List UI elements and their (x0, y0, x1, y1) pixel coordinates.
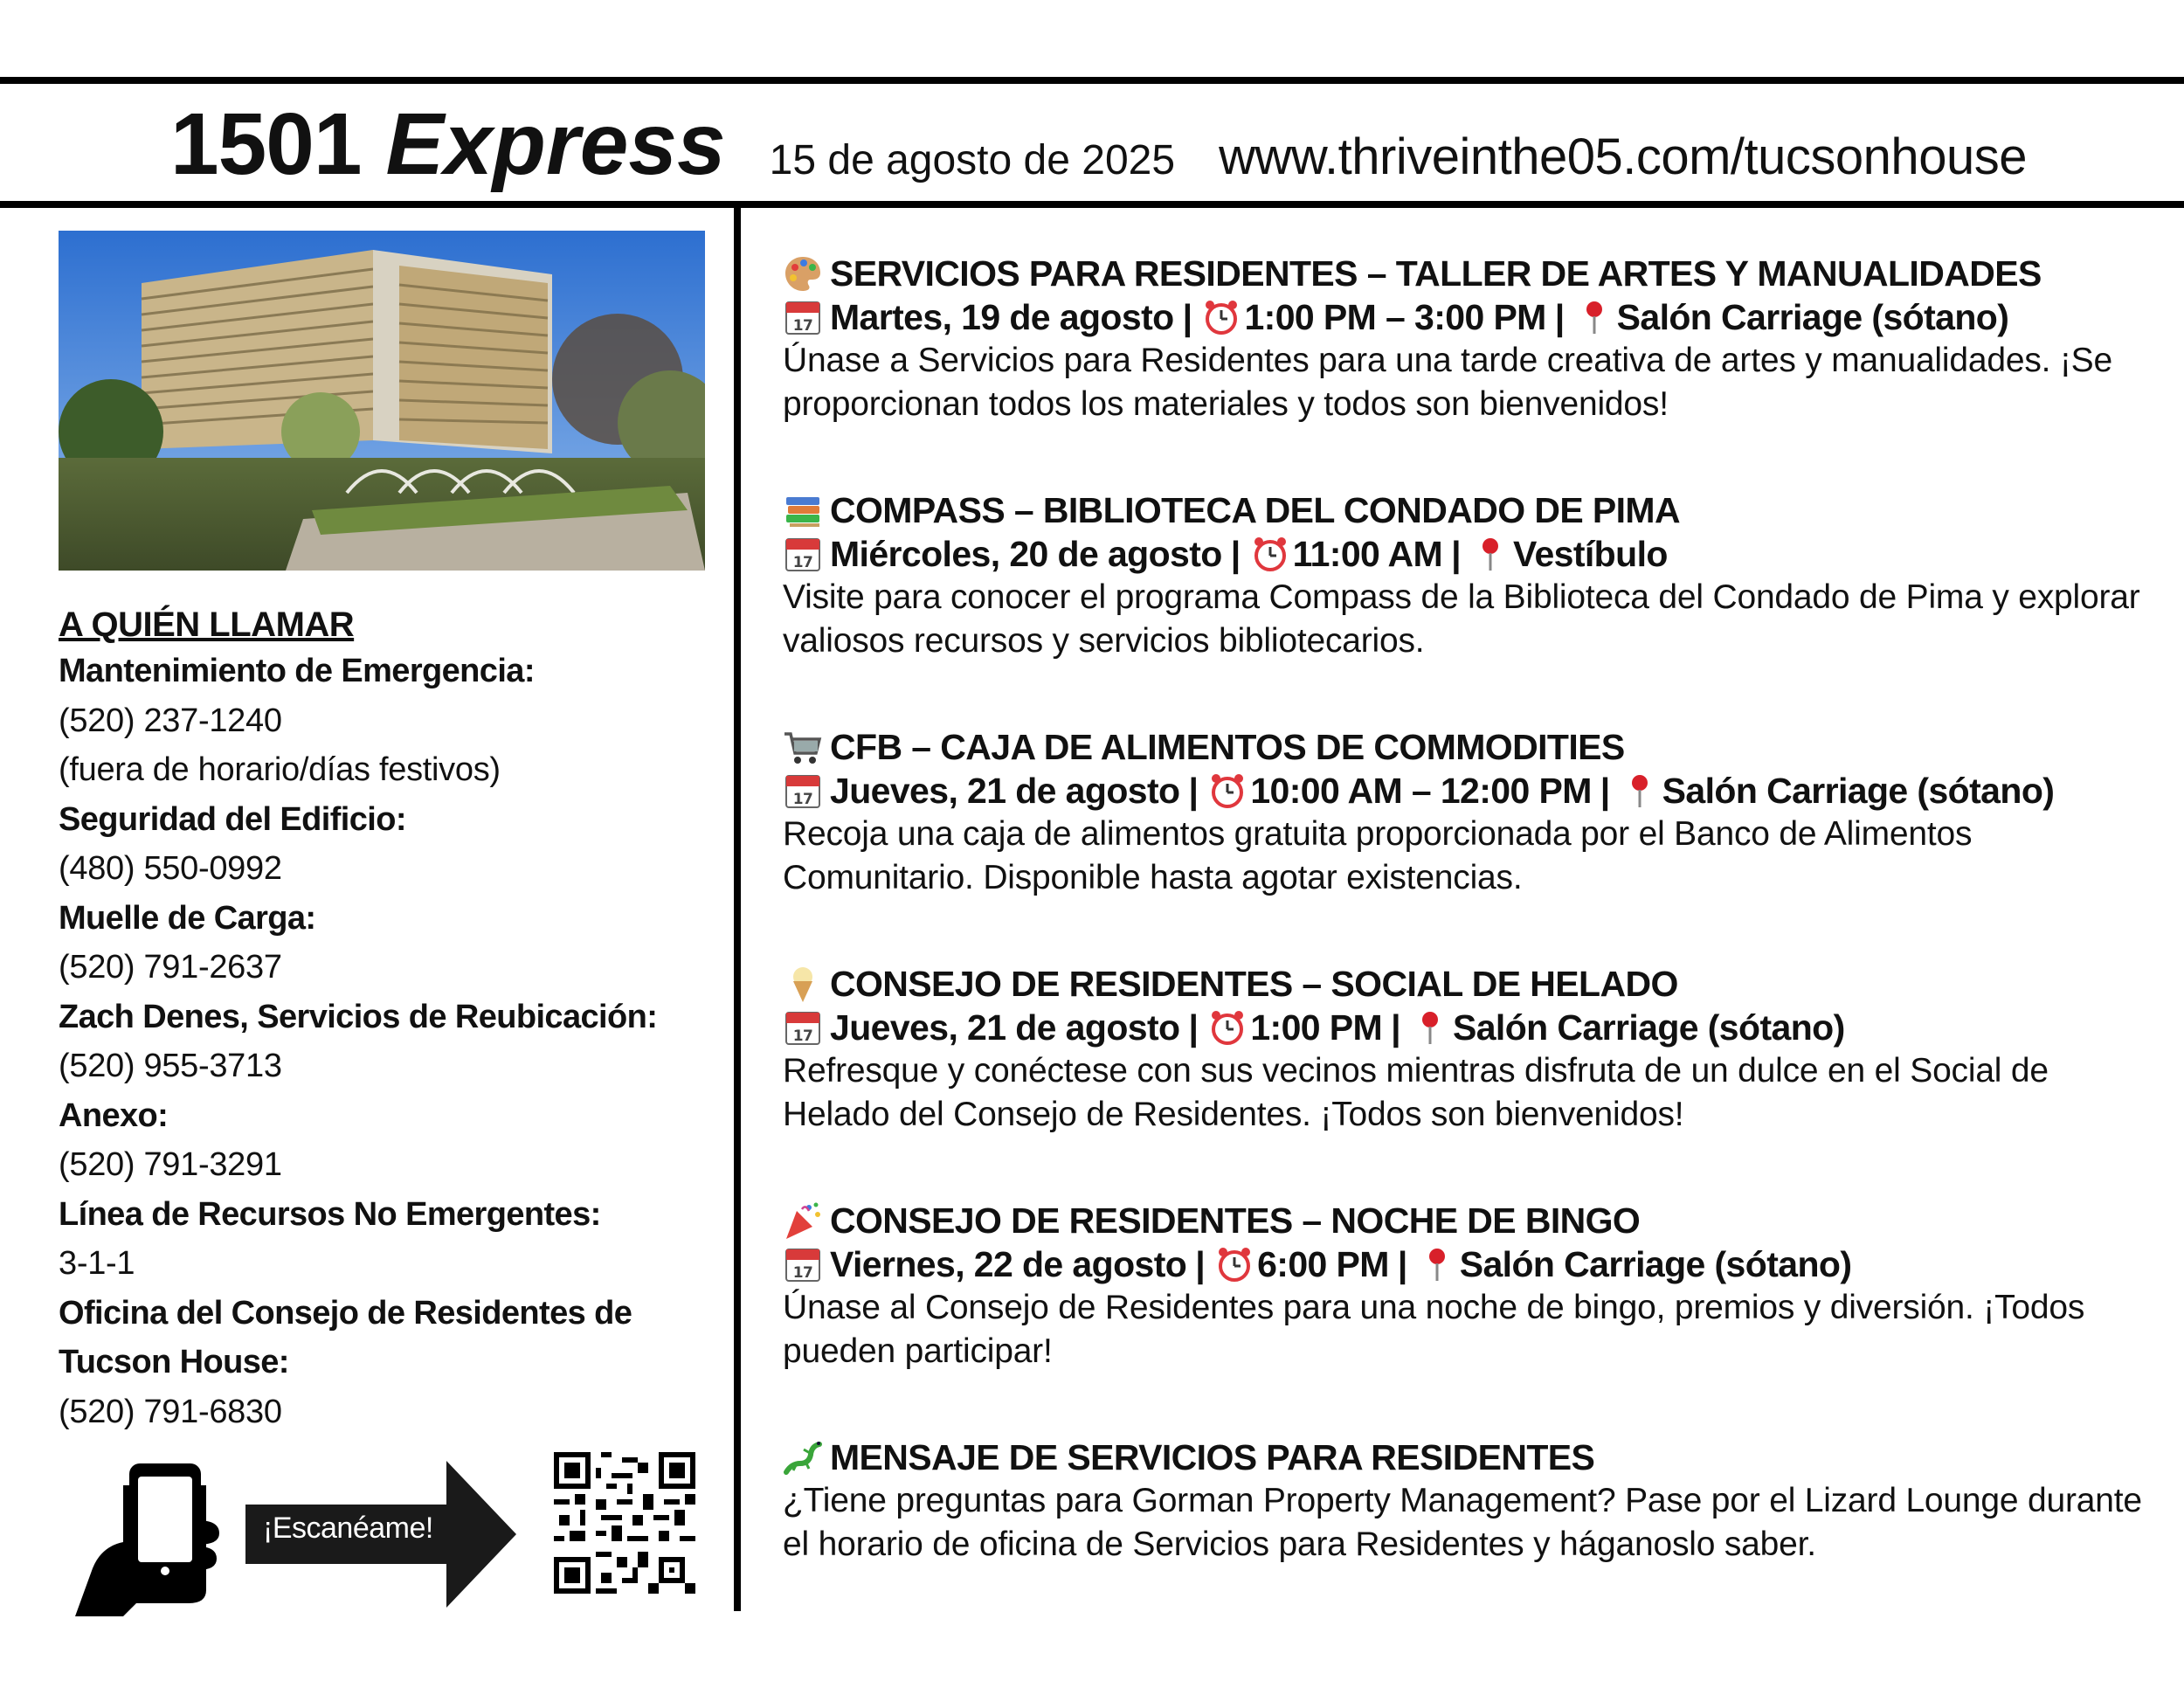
event-item: CONSEJO DE RESIDENTES – SOCIAL DE HELADO 17 Jueves, 21 de agosto | 1:00 PM | Salón Carriage (sótano) Refresque y conéctese con sus vecinos mientras disfruta de un dulce en el Social de Helado del Consejo de Residentes. ¡Todos son bienvenidos! (783, 962, 2163, 1199)
qr-code-icon[interactable] (554, 1452, 695, 1594)
newsletter-name: Express (385, 95, 726, 193)
event-title: CONSEJO DE RESIDENTES – NOCHE DE BINGO (830, 1200, 1641, 1241)
event-time: 6:00 PM (1257, 1244, 1389, 1284)
event-item: CONSEJO DE RESIDENTES – NOCHE DE BINGO 17 Viernes, 22 de agosto | 6:00 PM | Salón Carriage (sótano) Únase al Consejo de Residentes para una noche de bingo, premios y diversión. ¡Todos pueden participar! (783, 1199, 2163, 1435)
svg-text:17: 17 (792, 317, 813, 335)
alarm-clock-icon (1210, 1009, 1245, 1046)
event-time: 10:00 AM – 12:00 PM (1250, 771, 1592, 811)
calendar-icon (783, 297, 823, 337)
website-link[interactable]: www.thriveinthe05.com/tucsonhouse (1219, 128, 2027, 185)
message-item (783, 1435, 2163, 1672)
event-title: COMPASS – BIBLIOTECA DEL CONDADO DE PIMA (830, 490, 1680, 530)
calendar-icon (783, 1007, 823, 1048)
contact-label: Línea de Recursos No Emergentes: (59, 1195, 601, 1233)
pin-icon (1420, 1246, 1455, 1283)
books-icon (783, 490, 823, 530)
events-list (783, 252, 2163, 1672)
svg-text:17: 17 (792, 554, 813, 571)
message-title: MENSAJE DE SERVICIOS PARA RESIDENTES (830, 1437, 1595, 1477)
event-description: Visite para conocer el programa Compass de la Biblioteca del Condado de Pima y explorar valiosos recursos y servicios bibliotecarios. (783, 578, 2140, 660)
building-photo (59, 231, 705, 571)
event-item: SERVICIOS PARA RESIDENTES – TALLER DE ARTES Y MANUALIDADES 17 Martes, 19 de agosto | 1:00 PM – 3:00 PM | Salón Carriage (sótano) Únase a Servicios para Residentes para una tarde creativa de artes y manualidades. ¡Se proporcionan todos los materiales y todos son bienvenidos! (783, 252, 2163, 488)
svg-text:17: 17 (792, 1264, 813, 1282)
contact-label: Anexo: (59, 1097, 169, 1134)
event-description: Refresque y conéctese con sus vecinos mientras disfruta de un dulce en el Social de Helado del Consejo de Residentes. ¡Todos son bienvenidos! (783, 1052, 2049, 1133)
svg-text:17: 17 (792, 791, 813, 808)
message-description: ¿Tiene preguntas para Gorman Property Management? Pase por el Lizard Lounge durante el horario de oficina de Servicios para Residentes y háganoslo saber. (783, 1482, 2142, 1563)
ice-cream-icon (783, 964, 823, 1004)
event-item: COMPASS – BIBLIOTECA DEL CONDADO DE PIMA 17 Miércoles, 20 de agosto | 11:00 AM | Vestíbulo Visite para conocer el programa Compass de la Biblioteca del Condado de Pima y explorar valiosos recursos y servicios bibliotecarios. (783, 488, 2163, 725)
contact-phone: (520) 955-3713 (59, 1048, 282, 1084)
event-place: Vestíbulo (1512, 534, 1668, 574)
contact-phone: (520) 791-3291 (59, 1146, 282, 1183)
event-date: Viernes, 22 de agosto (830, 1244, 1187, 1284)
event-time: 11:00 AM (1292, 534, 1443, 574)
event-title: SERVICIOS PARA RESIDENTES – TALLER DE ARTES Y MANUALIDADES (830, 253, 2042, 294)
scan-label: ¡Escanéame! (263, 1512, 433, 1545)
contact-phone: (520) 237-1240 (59, 702, 282, 739)
event-place: Salón Carriage (sótano) (1459, 1244, 1852, 1284)
event-date: Jueves, 21 de agosto (830, 771, 1180, 811)
contact-list (59, 603, 722, 1436)
contact-phone: (520) 791-6830 (59, 1393, 282, 1430)
event-title: CONSEJO DE RESIDENTES – SOCIAL DE HELADO (830, 964, 1678, 1004)
pin-icon (1577, 299, 1612, 336)
event-time: 1:00 PM – 3:00 PM (1244, 297, 1546, 337)
cart-icon (783, 727, 823, 767)
calendar-icon (783, 771, 823, 811)
scan-row (75, 1452, 704, 1618)
newsletter-number: 1501 (170, 95, 362, 193)
contact-label: Muelle de Carga: (59, 899, 316, 937)
svg-text:17: 17 (792, 1027, 813, 1045)
issue-date: 15 de agosto de 2025 (769, 137, 1176, 183)
event-date: Miércoles, 20 de agosto (830, 534, 1222, 574)
alarm-clock-icon (1217, 1246, 1252, 1283)
event-item: CFB – CAJA DE ALIMENTOS DE COMMODITIES 17 Jueves, 21 de agosto | 10:00 AM – 12:00 PM | Salón Carriage (sótano) Recoja una caja de alimentos gratuita proporcionada por el Banco de Alimentos Comunitario. Disponible hasta agotar existencias. (783, 725, 2163, 962)
contact-note: (fuera de horario/días festivos) (59, 751, 501, 788)
event-date: Jueves, 21 de agosto (830, 1007, 1180, 1048)
hand-phone-icon (75, 1459, 224, 1616)
contact-label: Zach Denes, Servicios de Reubicación: (59, 998, 658, 1035)
alarm-clock-icon (1210, 772, 1245, 809)
event-place: Salón Carriage (sótano) (1616, 297, 2009, 337)
contact-label: Tucson House: (59, 1344, 289, 1380)
calendar-icon (783, 1244, 823, 1284)
contact-phone: (520) 791-2637 (59, 949, 282, 986)
event-description: Únase al Consejo de Residentes para una noche de bingo, premios y diversión. ¡Todos pueden participar! (783, 1289, 2085, 1370)
header-bottom-rule (0, 201, 2184, 208)
calendar-icon (783, 534, 823, 574)
pin-icon (1473, 536, 1508, 572)
column-divider (734, 208, 741, 1611)
contact-label: Oficina del Consejo de Residentes de (59, 1294, 632, 1332)
alarm-clock-icon (1253, 536, 1288, 572)
alarm-clock-icon (1204, 299, 1239, 336)
event-date: Martes, 19 de agosto (830, 297, 1174, 337)
event-description: Recoja una caja de alimentos gratuita proporcionada por el Banco de Alimentos Comunitario. Disponible hasta agotar existencias. (783, 815, 1973, 896)
contacts-heading: A QUIÉN LLAMAR (59, 605, 355, 644)
contact-label: Seguridad del Edificio: (59, 800, 406, 838)
event-place: Salón Carriage (sótano) (1662, 771, 2055, 811)
masthead (170, 94, 2027, 193)
party-popper-icon (783, 1200, 823, 1241)
pin-icon (1622, 772, 1657, 809)
event-title: CFB – CAJA DE ALIMENTOS DE COMMODITIES (830, 727, 1625, 767)
contact-phone: 3-1-1 (59, 1245, 135, 1282)
event-description: Únase a Servicios para Residentes para una tarde creativa de artes y manualidades. ¡Se proporcionan todos los materiales y todos son bienvenidos! (783, 342, 2112, 423)
lizard-icon (783, 1437, 823, 1477)
palette-icon (783, 253, 823, 294)
event-time: 1:00 PM (1250, 1007, 1383, 1048)
event-place: Salón Carriage (sótano) (1452, 1007, 1845, 1048)
contact-phone: (480) 550-0992 (59, 850, 282, 887)
top-rule (0, 77, 2184, 84)
contact-label: Mantenimiento de Emergencia: (59, 653, 535, 689)
pin-icon (1413, 1009, 1448, 1046)
